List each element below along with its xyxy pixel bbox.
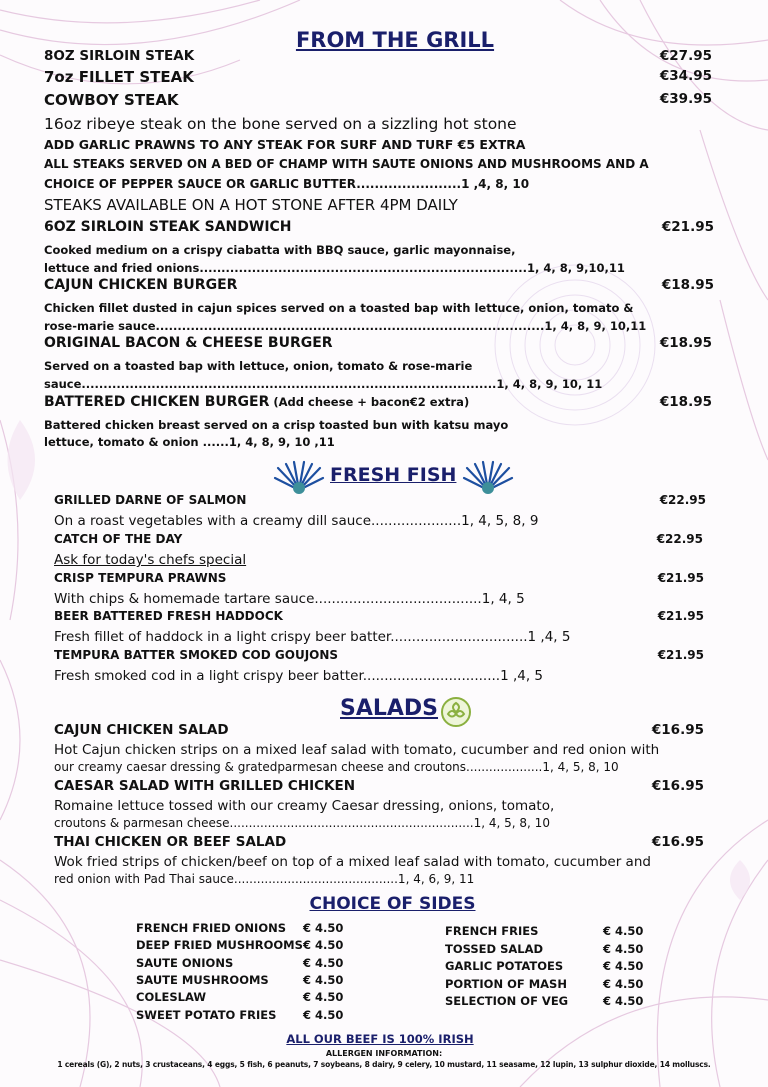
fish-item-price: €21.95 <box>657 571 704 585</box>
fish-item-description: Ask for today's chefs special <box>54 552 247 568</box>
grill-item-name <box>44 394 469 410</box>
allergen-list: 1 cereals (G), 2 nuts, 3 crustaceans, 4 eggs, 5 fish, 6 peanuts, 7 soybeans, 8 dairy, 9 celery, 10 mustard, 11 seasame, 12 lupin, 13 sulphur dioxide, 14 molluscs. <box>57 1060 711 1069</box>
grill-item-price: €27.95 <box>659 48 712 64</box>
allergen-title: ALLERGEN INFORMATION: <box>325 1049 443 1058</box>
side-item-name: SWEET POTATO FRIES <box>136 1008 277 1022</box>
side-item-price: € 4.50 <box>603 977 644 991</box>
side-item-price: € 4.50 <box>603 942 644 956</box>
side-item-name: FRENCH FRIED ONIONS <box>136 921 287 935</box>
salad-item-description: Wok fried strips of chicken/beef on top of a mixed leaf salad with tomato, cucumber and <box>54 854 651 870</box>
side-item-name: SAUTE MUSHROOMS <box>136 973 269 987</box>
salad-item-name: CAJUN CHICKEN SALAD <box>54 722 229 738</box>
grill-item-name: 7oz FILLET STEAK <box>44 68 194 86</box>
side-item-name: PORTION OF MASH <box>445 977 567 991</box>
battered-burger-extra: (Add cheese + bacon€2 extra) <box>269 395 470 409</box>
salad-item-name: CAESAR SALAD WITH GRILLED CHICKEN <box>54 778 356 794</box>
blue-flower-icon <box>461 460 515 496</box>
side-item-price: € 4.50 <box>303 938 344 952</box>
side-item-price: € 4.50 <box>603 994 644 1008</box>
grill-item-description: lettuce, tomato & onion ......1, 4, 8, 9, 10 ,11 <box>44 435 335 449</box>
salad-item-description: red onion with Pad Thai sauce...........................................1, 4, 6, 9, 11 <box>54 872 475 886</box>
grill-item-description: sauce...............................................................................................1, 4, 8, 9, 10, 11 <box>44 377 603 391</box>
grill-item-price: €18.95 <box>659 335 712 351</box>
grill-item-price: €18.95 <box>659 394 712 410</box>
salads-section-title: SALADS <box>340 696 439 721</box>
grill-item-description: Cooked medium on a crispy ciabatta with BBQ sauce, garlic mayonnaise, <box>44 243 516 257</box>
fish-item-price: €21.95 <box>657 648 704 662</box>
grill-item-name: 8OZ SIRLOIN STEAK <box>44 48 195 64</box>
grill-item-price: €39.95 <box>659 91 712 107</box>
salad-item-description: Hot Cajun chicken strips on a mixed leaf salad with tomato, cucumber and red onion with <box>54 742 660 758</box>
side-item-price: € 4.50 <box>603 924 644 938</box>
side-item-price: € 4.50 <box>303 973 344 987</box>
side-item-name: FRENCH FRIES <box>445 924 539 938</box>
fish-item-price: €22.95 <box>656 532 703 546</box>
grill-item-price: €21.95 <box>661 219 714 235</box>
salad-item-price: €16.95 <box>651 778 704 794</box>
fish-item-name: BEER BATTERED FRESH HADDOCK <box>54 609 283 623</box>
side-item-name: GARLIC POTATOES <box>445 959 564 973</box>
irish-beef-note: ALL OUR BEEF IS 100% IRISH <box>286 1032 474 1046</box>
fish-item-price: €21.95 <box>657 609 704 623</box>
fish-item-name: TEMPURA BATTER SMOKED COD GOUJONS <box>54 648 339 662</box>
green-salad-icon <box>440 696 472 728</box>
salad-item-name: THAI CHICKEN OR BEEF SALAD <box>54 834 287 850</box>
grill-note: STEAKS AVAILABLE ON A HOT STONE AFTER 4PM DAILY <box>44 196 458 214</box>
grill-item-name: 6OZ SIRLOIN STEAK SANDWICH <box>44 219 292 235</box>
grill-item-description: Battered chicken breast served on a crisp toasted bun with katsu mayo <box>44 418 509 432</box>
side-item-name: COLESLAW <box>136 990 207 1004</box>
side-item-name: SELECTION OF VEG <box>445 994 569 1008</box>
fish-item-name: CATCH OF THE DAY <box>54 532 183 546</box>
side-item-name: DEEP FRIED MUSHROOMS <box>136 938 303 952</box>
fish-item-description: Fresh smoked cod in a light crispy beer batter................................1 ,4, 5 <box>54 668 544 684</box>
side-item-name: TOSSED SALAD <box>445 942 544 956</box>
blue-flower-icon <box>272 460 326 496</box>
salad-item-description: croutons & parmesan cheese................................................................1, 4, 5, 8, 10 <box>54 816 550 830</box>
grill-item-name: ORIGINAL BACON & CHEESE BURGER <box>44 335 333 351</box>
grill-note: ADD GARLIC PRAWNS TO ANY STEAK FOR SURF AND TURF €5 EXTRA <box>44 137 526 152</box>
fish-item-description: On a roast vegetables with a creamy dill sauce.....................1, 4, 5, 8, 9 <box>54 513 539 529</box>
fish-item-name: GRILLED DARNE OF SALMON <box>54 493 247 507</box>
salad-item-price: €16.95 <box>651 722 704 738</box>
salad-item-price: €16.95 <box>651 834 704 850</box>
side-item-price: € 4.50 <box>303 956 344 970</box>
fish-item-name: CRISP TEMPURA PRAWNS <box>54 571 227 585</box>
grill-note: ALL STEAKS SERVED ON A BED OF CHAMP WITH SAUTE ONIONS AND MUSHROOMS AND A <box>44 157 649 171</box>
grill-note: CHOICE OF PEPPER SAUCE OR GARLIC BUTTER.......................1 ,4, 8, 10 <box>44 177 530 191</box>
grill-item-description: 16oz ribeye steak on the bone served on a sizzling hot stone <box>44 115 517 133</box>
salad-item-description: our creamy caesar dressing & gratedparmesan cheese and croutons....................1, 4, 5, 8, 10 <box>54 760 619 774</box>
side-item-price: € 4.50 <box>303 921 344 935</box>
side-item-price: € 4.50 <box>303 990 344 1004</box>
side-item-name: SAUTE ONIONS <box>136 956 234 970</box>
grill-item-name: COWBOY STEAK <box>44 91 179 109</box>
grill-item-description: lettuce and fried onions...........................................................................1, 4, 8, 9,10,11 <box>44 261 625 275</box>
side-item-price: € 4.50 <box>303 1008 344 1022</box>
salad-item-description: Romaine lettuce tossed with our creamy Caesar dressing, onions, tomato, <box>54 798 555 814</box>
grill-item-price: €34.95 <box>659 68 712 84</box>
grill-item-description: rose-marie sauce.........................................................................................1, 4, 8, 9, 10,11 <box>44 319 647 333</box>
grill-item-price: €18.95 <box>661 277 714 293</box>
side-item-price: € 4.50 <box>603 959 644 973</box>
fish-section-title: FRESH FISH <box>330 464 457 486</box>
sides-section-title: CHOICE OF SIDES <box>309 894 476 914</box>
battered-burger-name: BATTERED CHICKEN BURGER <box>44 394 270 410</box>
grill-item-description: Served on a toasted bap with lettuce, onion, tomato & rose-marie <box>44 359 473 373</box>
fish-item-description: Fresh fillet of haddock in a light crispy beer batter................................1 ,4, 5 <box>54 629 571 645</box>
grill-item-description: Chicken fillet dusted in cajun spices served on a toasted bap with lettuce, onion, tomato & <box>44 301 634 315</box>
grill-item-name: CAJUN CHICKEN BURGER <box>44 277 238 293</box>
fish-item-description: With chips & homemade tartare sauce.......................................1, 4, 5 <box>54 591 525 607</box>
fish-item-price: €22.95 <box>659 493 706 507</box>
grill-section-title: FROM THE GRILL <box>295 28 495 52</box>
